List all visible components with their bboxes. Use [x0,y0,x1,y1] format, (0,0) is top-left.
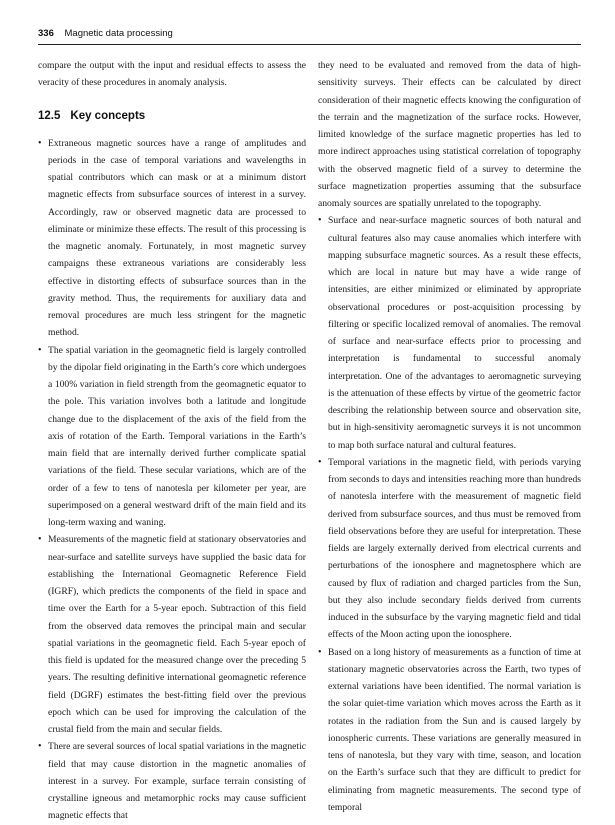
left-column [38,57,306,825]
page-number: 336 [38,28,54,39]
key-concepts-list-right [318,212,581,816]
key-concepts-list-left [38,135,306,825]
right-column [318,57,581,816]
section-title: Key concepts [70,109,146,122]
list-item: • Measurements of the magnetic field at stationary observatories and near-surface and satellite surveys have supplied the basic data for establishing the International Geomagnetic Reference Field (IGRF), which predicts the components of the field in space and time over the Earth for a 5-year epoch. Subtraction of this field from the observed data removes the principal main and secular spatial variations in the geomagnetic field. Each 5-year epoch of this field is updated for the measured change over the preceding 5 years. The resulting definitive international geomagnetic reference field (DGRF) estimates the best-fitting field over the previous epoch which can be used for improving the calculation of the crustal field from the main and secular fields. [38,531,306,738]
running-header [38,28,580,39]
continuation-paragraph: they need to be evaluated and removed from the data of high-sensitivity surveys. Their effects can be calculated by direct consideration of their magnetic effects knowing the configuration of the terrain and the magnetization of the surface rocks. However, limited knowledge of the surface magnetic properties has led to more indirect approaches using statistical correlation of topography with the observed magnetic field of a survey to determine the surface magnetization properties assuming that the subsurface anomaly sources are spatially unrelated to the topography. [318,60,581,209]
list-item: • The spatial variation in the geomagnetic field is largely controlled by the dipolar field originating in the Earth’s core which undergoes a 100% variation in field strength from the geomagnetic equator to the pole. This variation involves both a latitude and longitude change due to the displacement of the axis of the field from the axis of rotation of the Earth. Temporal variations in the Earth’s main field that are internally derived further complicate spatial variations of the field. These secular variations, which are of the order of a few to tens of nanotesla per kilometer per year, are superimposed on a general westward drift of the main field and its long-term waxing and waning. [38,342,306,532]
header-rule [38,44,581,45]
list-item: • Extraneous magnetic sources have a range of amplitudes and periods in the case of temporal variations and wavelengths in spatial contributors which can mask or at a minimum distort magnetic effects from subsurface sources of interest in a survey. Accordingly, raw or observed magnetic data are processed to eliminate or minimize these effects. The result of this processing is the magnetic anomaly. Fortunately, in most magnetic survey campaigns these extraneous variations are considerably less effective in distorting effects of subsurface sources than in the gravity method. Thus, the requirements for auxiliary data and removal procedures are much less stringent for the magnetic method. [38,135,306,342]
intro-paragraph: compare the output with the input and residual effects to assess the veracity of these procedures in anomaly analysis. [38,60,306,89]
section-heading [38,109,306,123]
running-title: Magnetic data processing [64,28,173,39]
list-item: • Surface and near-surface magnetic sources of both natural and cultural features also may cause anomalies which interfere with mapping subsurface magnetic sources. As a result these effects, which are local in nature but may have a wide range of intensities, are either minimized or eliminated by appropriate observational procedures or post-acquisition processing by filtering or specific localized removal of anomalies. The removal of surface and near-surface effects prior to processing and interpretation is fundamental to successful anomaly interpretation. One of the advantages to aeromagnetic surveying is the attenuation of these effects by virtue of the geometric factor describing the relationship between source and observation site, but in high-sensitivity aeromagnetic surveys it is not uncommon to map both surface natural and cultural features. [318,212,581,454]
list-item: • Temporal variations in the magnetic field, with periods varying from seconds to days and intensities reaching more than hundreds of nanotesla interfere with the measurement of magnetic field derived from subsurface sources, and thus must be removed from field observations before they are useful for interpretation. These fields are largely externally derived from electrical currents and perturbations of the ionosphere and magnetosphere which are caused by flux of radiation and charged particles from the Sun, but they also include secondary fields derived from currents induced in the subsurface by the varying magnetic field and tidal effects of the Moon acting upon the ionosphere. [318,454,581,644]
section-number: 12.5 [38,109,61,122]
list-item: • Based on a long history of measurements as a function of time at stationary magnetic observatories across the Earth, two types of external variations have been identified. The normal variation is the solar quiet-time variation which moves across the Earth as it rotates in the radiation from the Sun and is caused largely by ionospheric currents. These variations are generally measured in tens of nanotesla, but they vary with time, season, and location on the Earth’s surface such that they are difficult to predict for eliminating from magnetic measurements. The second type of temporal [318,644,581,817]
list-item: • There are several sources of local spatial variations in the magnetic field that may cause distortion in the magnetic anomalies of interest in a survey. For example, surface terrain consisting of crystalline igneous and metamorphic rocks may cause sufficient magnetic effects that [38,738,306,824]
